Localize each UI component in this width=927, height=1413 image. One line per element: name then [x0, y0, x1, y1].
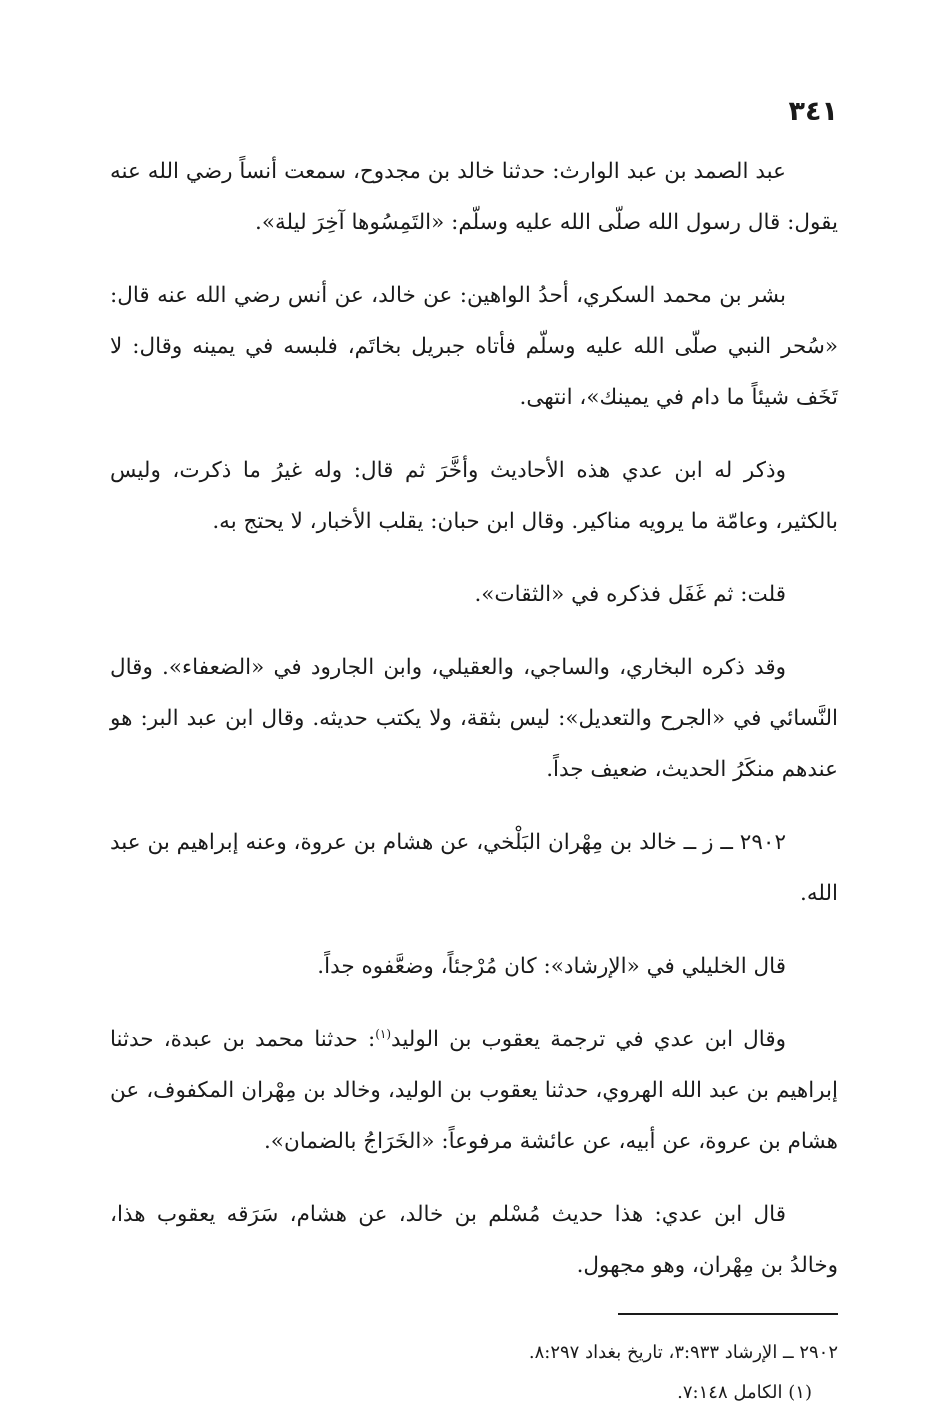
footnote-divider	[618, 1313, 838, 1315]
paragraph-7: قال الخليلي في «الإرشاد»: كان مُرْجئاً، وضعَّفوه جداً.	[317, 954, 786, 979]
paragraph-4: قلت: ثم غَفَل فذكره في «الثقات».	[474, 582, 786, 607]
entry-2902: ٢٩٠٢ ــ ز ــ خالد بن مِهْران البَلْخي، عن هشام بن عروة، وعنه إبراهيم بن عبد الله.	[110, 830, 838, 906]
book-page	[110, 88, 838, 1413]
paragraph-2: بشر بن محمد السكري، أحدُ الواهين: عن خالد، عن أنس رضي الله عنه قال: «سُحر النبي صلّى الله عليه وسلّم فأتاه جبريل بخاتَم، فلبسه في يمينه وقال: لا تَخَف شيئاً ما دام في يمينك»، انتهى.	[110, 283, 838, 410]
paragraph-3: وذكر له ابن عدي هذه الأحاديث وأخَّرَ ثم قال: وله غيرُ ما ذكرت، وليس بالكثير، وعامّة ما يرويه مناكير. وقال ابن حبان: يقلب الأخبار، لا يحتج به.	[110, 458, 838, 534]
paragraph-9: قال ابن عدي: هذا حديث مُسْلم بن خالد، عن هشام، سَرَقه يعقوب هذا، وخالدُ بن مِهْران، وهو مجهول.	[110, 1202, 838, 1278]
paragraph-5: وقد ذكره البخاري، والساجي، والعقيلي، وابن الجارود في «الضعفاء». وقال النَّسائي في «الجرح والتعديل»: ليس بثقة، ولا يكتب حديثه. وقال ابن عبد البر: هو عندهم منكَرُ الحديث، ضعيف جداً.	[110, 655, 838, 782]
footnote-entry-sources: ٢٩٠٢ ــ الإرشاد ٣:٩٣٣، تاريخ بغداد ٨:٢٩٧.	[528, 1342, 838, 1363]
paragraph-8-text-b: : حدثنا محمد بن عبدة، حدثنا إبراهيم بن عبد الله الهروي، حدثنا يعقوب بن الوليد، وخالد بن مِهْران المكفوف، عن هشام بن عروة، عن أبيه، عن عائشة مرفوعاً: «الخَرَاجُ بالضمان».	[110, 1027, 838, 1154]
footnote-1: (١) الكامل ٧:١٤٨.	[677, 1382, 812, 1403]
page-number: ٣٤١	[788, 96, 838, 127]
footnote-reference: (١)	[375, 1026, 392, 1041]
paragraph-8	[110, 1014, 838, 1167]
paragraph-1: عبد الصمد بن عبد الوارث: حدثنا خالد بن مجدوح، سمعت أنساً رضي الله عنه يقول: قال رسول الله صلّى الله عليه وسلّم: «التَمِسُوها آخِرَ ليلة».	[110, 159, 838, 235]
paragraph-8-text-a: وقال ابن عدي في ترجمة يعقوب بن الوليد	[391, 1027, 786, 1052]
